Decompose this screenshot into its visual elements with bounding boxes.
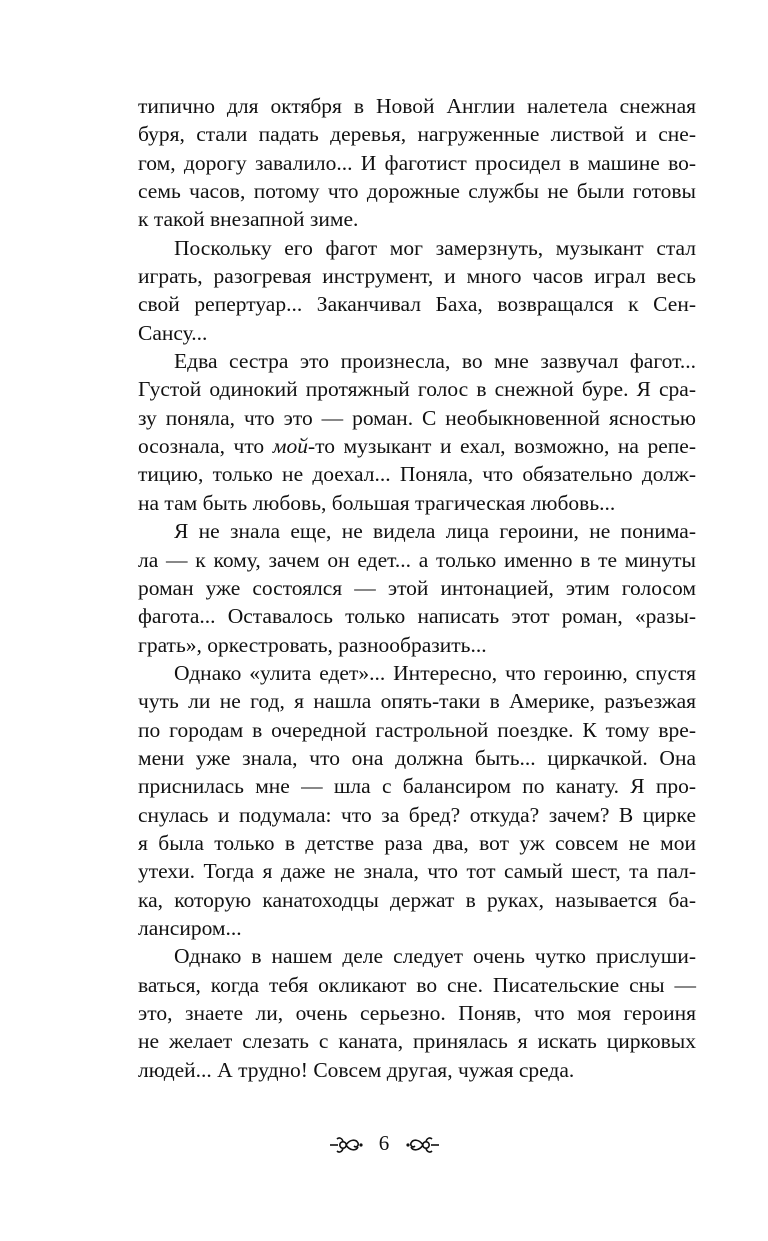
text-line: Поскольку его фагот мог замерзнуть, музыкант стал: [174, 235, 696, 260]
floral-ornament-right-icon: [405, 1133, 441, 1153]
text-line: ваться, когда тебя окликают во сне. Писательские сны —: [138, 972, 696, 997]
paragraph: [138, 92, 696, 234]
text-line: чуть ли не год, я нашла опять-таки в Америке, разъезжая: [138, 689, 696, 714]
paragraph: [138, 347, 696, 517]
text-line: Едва сестра это произнесла, во мне зазвучал фагот...: [174, 349, 696, 374]
paragraph: [138, 942, 696, 1084]
text-line: Густой одинокий протяжный голос в снежной буре. Я сра-: [138, 377, 696, 402]
text-line: мени уже знала, что она должна быть... циркачкой. Она: [138, 745, 696, 770]
text-segment: осознала, что: [138, 434, 273, 459]
text-line: на там быть любовь, большая трагическая любовь...: [138, 490, 616, 515]
text-line: роман уже состоялся — этой интонацией, этим голосом: [138, 575, 696, 600]
text-line: это, знаете ли, очень серьезно. Поняв, что моя героиня: [138, 1001, 696, 1025]
text-line: приснилась мне — шла с балансиром по канату. Я про-: [138, 774, 696, 799]
text-line: Однако «улита едет»... Интересно, что героиню, спустя: [174, 660, 696, 685]
text-line: утехи. Тогда я даже не знала, что тот самый шест, та пал-: [138, 859, 696, 884]
text-line: людей... А трудно! Совсем другая, чужая среда.: [138, 1057, 575, 1082]
text-line: фагота... Оставалось только написать этот роман, «разы-: [138, 604, 696, 629]
text-line: типично для октября в Новой Англии налетела снежная: [138, 94, 696, 118]
text-line: гом, дорогу завалило... И фаготист просидел в машине во-: [138, 150, 696, 175]
text-line: Однако в нашем деле следует очень чутко прислуши-: [174, 944, 696, 969]
paragraph: [138, 517, 696, 659]
text-segment: -то музыкант и ехал, возможно, на репе-: [307, 434, 696, 459]
book-page-text: [138, 92, 696, 1084]
text-line: снулась и подумала: что за бред? откуда? зачем? В цирке: [138, 802, 696, 827]
text-line: я была только в детстве раза два, вот уж совсем не мои: [138, 830, 696, 855]
page-number: 6: [378, 1131, 390, 1156]
text-line: ка, которую канатоходцы держат в руках, называется ба-: [138, 887, 696, 912]
floral-ornament-left-icon: [328, 1133, 364, 1153]
italic-emphasis: мой: [272, 434, 308, 459]
text-line: свой репертуар... Заканчивал Баха, возвращался к Сен-: [138, 292, 696, 317]
text-line: к такой внезапной зиме.: [138, 207, 359, 232]
text-line: Я не знала еще, не видела лица героини, не понима-: [174, 519, 696, 544]
text-line: не желает слезать с каната, принялась я искать цирковых: [138, 1029, 696, 1054]
text-line: ла — к кому, зачем он едет... а только именно в те минуты: [138, 547, 696, 572]
text-line: буря, стали падать деревья, нагруженные листвой и сне-: [138, 122, 696, 147]
text-line: по городам в очередной гастрольной поездке. К тому вре-: [138, 717, 696, 742]
text-line: [138, 432, 696, 460]
text-line: грать», оркестровать, разнообразить...: [138, 632, 487, 657]
text-line: семь часов, потому что дорожные службы не были готовы: [138, 179, 696, 204]
text-line: зу поняла, что это — роман. С необыкновенной ясностью: [138, 405, 696, 430]
text-line: Сансу...: [138, 320, 208, 345]
text-line: играть, разогревая инструмент, и много часов играл весь: [138, 264, 696, 289]
paragraph: [138, 234, 696, 347]
page-footer: [0, 1126, 768, 1156]
paragraph: [138, 659, 696, 942]
text-line: лансиром...: [138, 915, 242, 940]
text-line: тицию, только не доехал... Поняла, что обязательно долж-: [138, 462, 696, 487]
